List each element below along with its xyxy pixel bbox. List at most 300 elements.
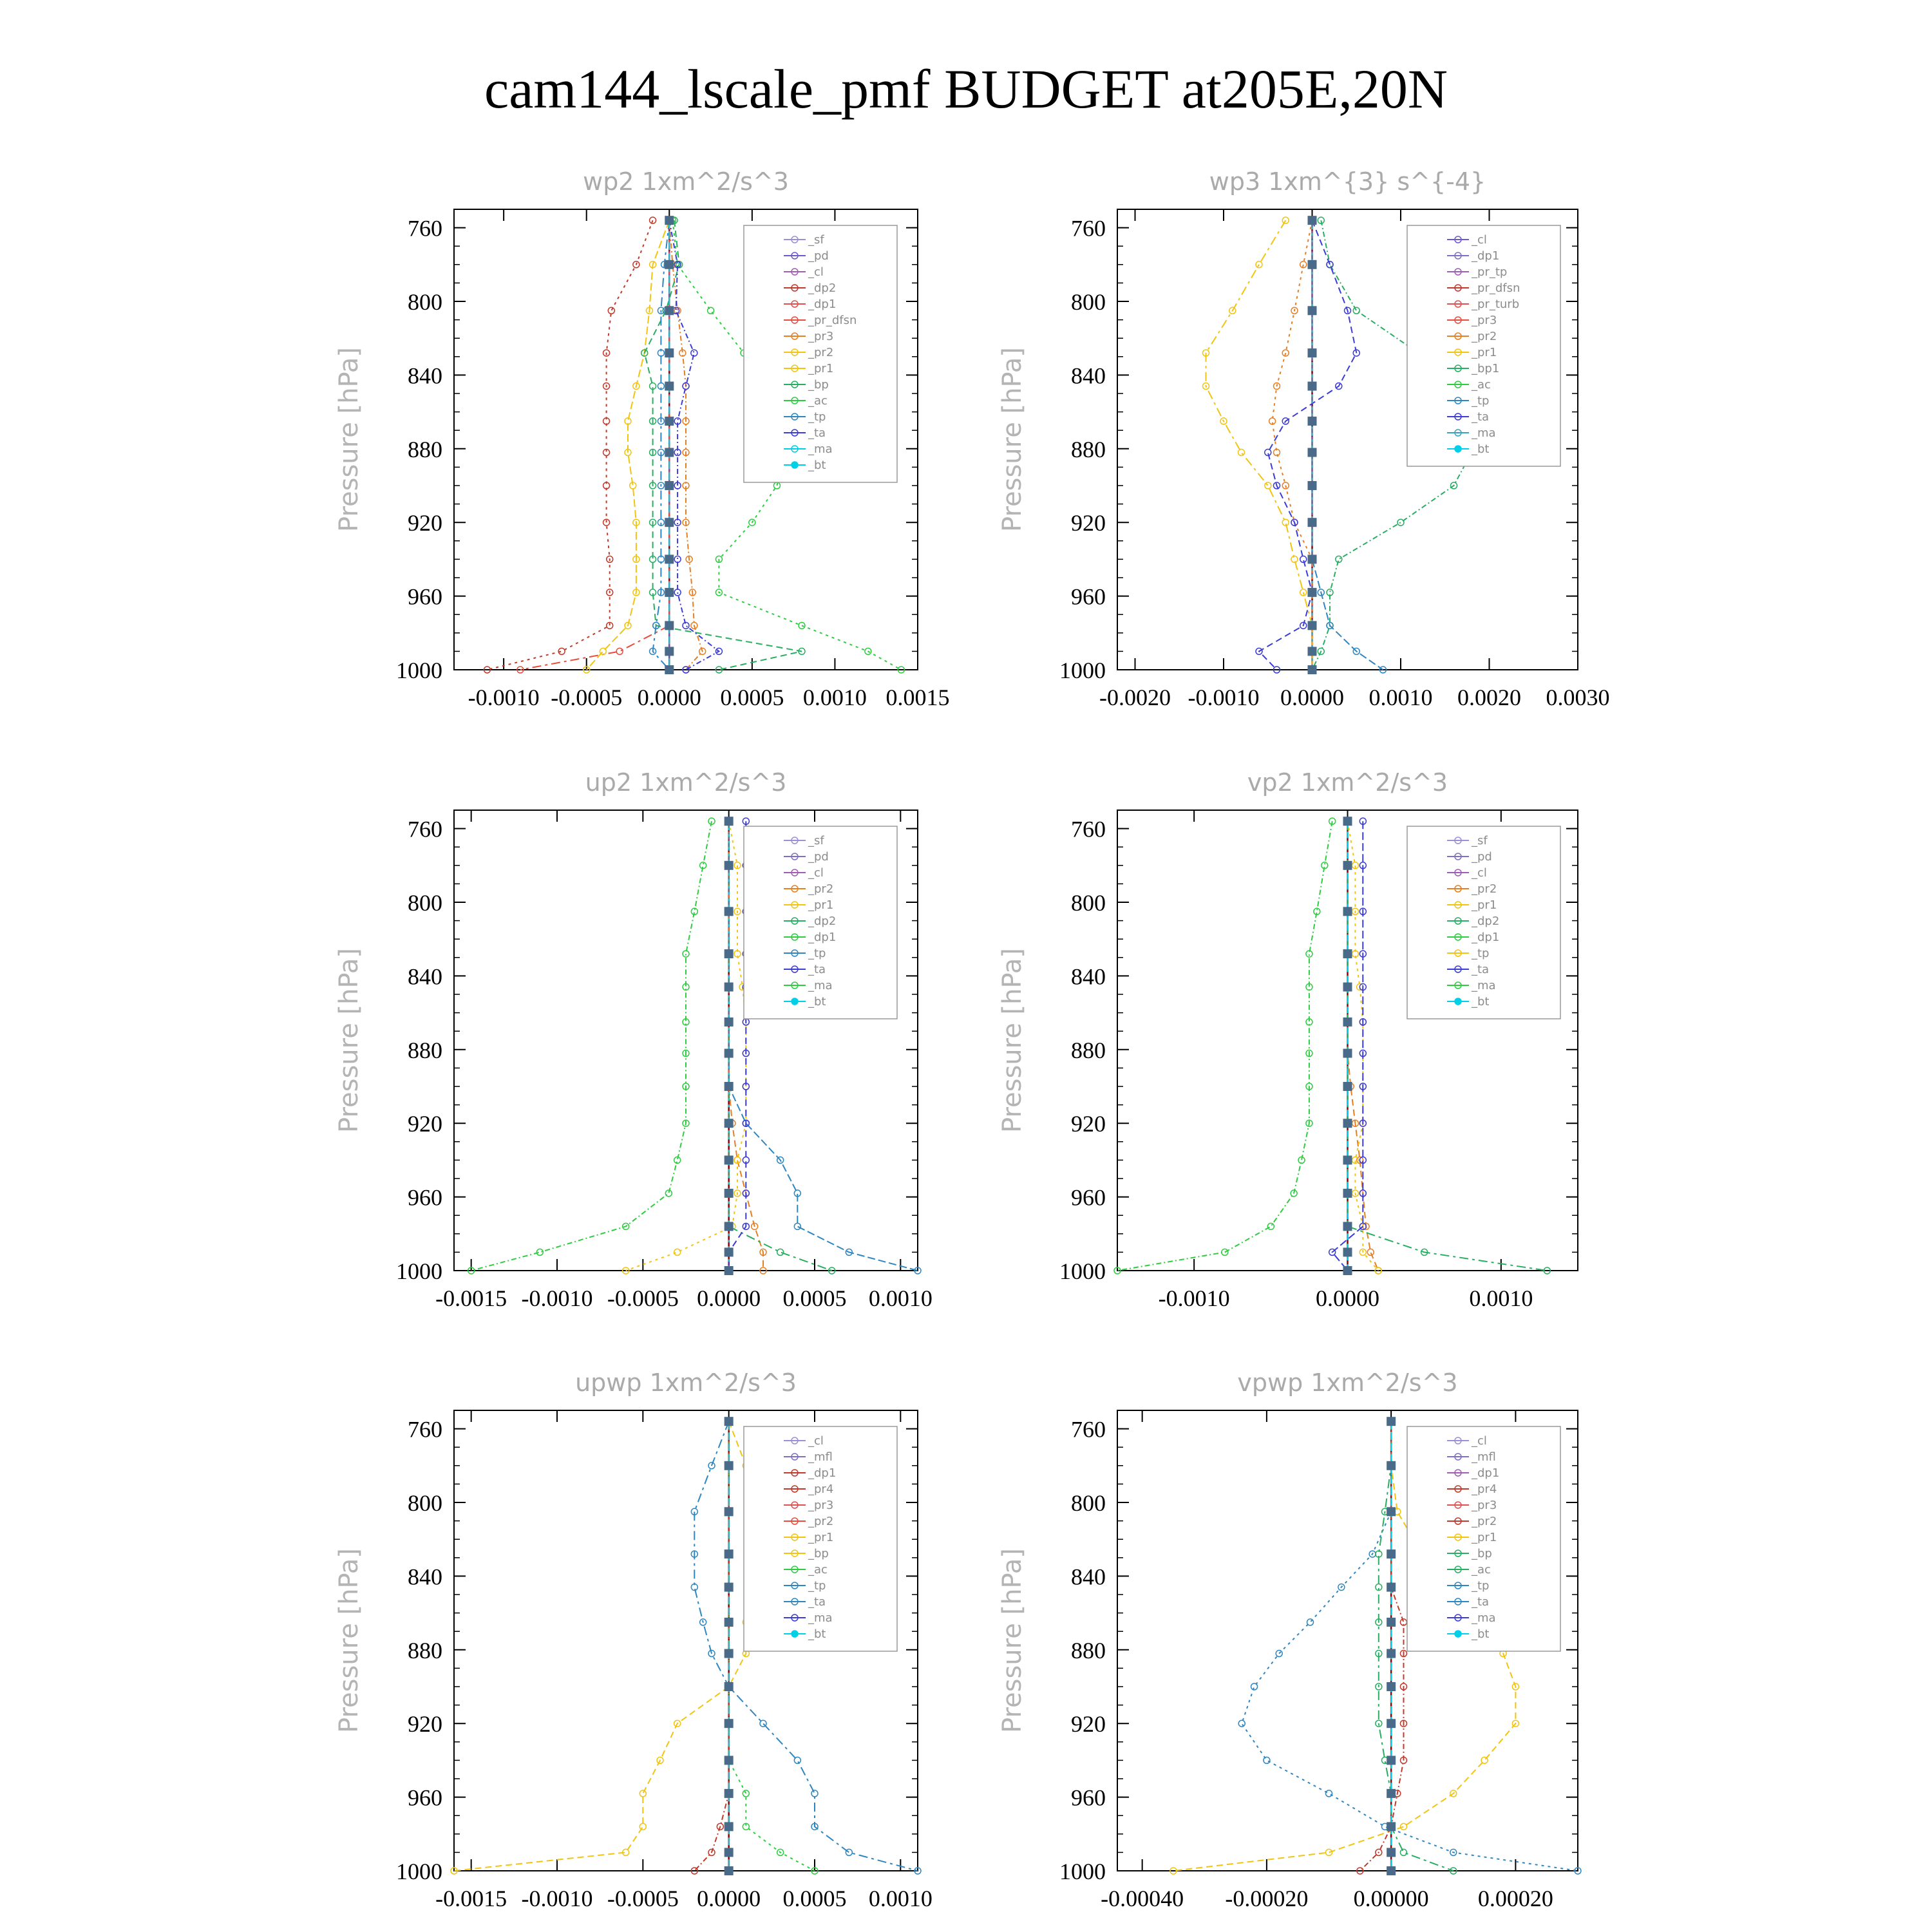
x-tick-label: 0.0000 bbox=[1280, 685, 1344, 710]
legend-label: _pr2 bbox=[1472, 1515, 1497, 1528]
series-line-tp bbox=[1312, 220, 1383, 670]
zero-marker bbox=[724, 817, 734, 826]
legend-marker bbox=[791, 1631, 798, 1637]
legend-label: _ac bbox=[808, 1563, 828, 1577]
x-tick-label: 0.0010 bbox=[868, 1285, 933, 1311]
legend-marker bbox=[1455, 446, 1461, 452]
data-point bbox=[683, 951, 689, 957]
legend-label: _pd bbox=[808, 850, 829, 864]
zero-marker bbox=[724, 861, 734, 870]
y-tick-label: 960 bbox=[1071, 1184, 1106, 1211]
x-tick-label: -0.0005 bbox=[551, 685, 623, 710]
zero-marker bbox=[1387, 1649, 1396, 1658]
zero-marker bbox=[1343, 1189, 1352, 1198]
zero-marker bbox=[1343, 1082, 1352, 1091]
data-point bbox=[674, 589, 681, 596]
x-tick-label: -0.0010 bbox=[468, 685, 540, 710]
series-line-pr1 bbox=[454, 1421, 763, 1871]
data-point bbox=[639, 1790, 646, 1797]
panel-title: wp2 1xm^2/s^3 bbox=[583, 167, 789, 196]
zero-marker bbox=[1308, 216, 1317, 225]
y-tick-label: 960 bbox=[408, 1785, 442, 1811]
x-tick-label: 0.0015 bbox=[886, 685, 950, 710]
data-point bbox=[794, 1223, 800, 1229]
zero-marker bbox=[1308, 306, 1317, 315]
legend-label: _tp bbox=[1472, 394, 1490, 408]
legend-label: _tp bbox=[1472, 1579, 1490, 1593]
series-line-pr1 bbox=[587, 220, 670, 670]
y-axis-label: Pressure [hPa] bbox=[334, 948, 364, 1133]
x-tick-label: 0.0010 bbox=[802, 685, 867, 710]
x-tick-label: 0.0005 bbox=[782, 1886, 847, 1911]
legend-label: _pr1 bbox=[808, 898, 834, 912]
legend-label: _dp1 bbox=[1472, 1466, 1500, 1480]
legend-label: _dp1 bbox=[1472, 931, 1500, 944]
legend-label: _dp2 bbox=[808, 281, 837, 295]
y-tick-label: 760 bbox=[1071, 816, 1106, 842]
y-tick-label: 840 bbox=[408, 963, 442, 990]
series-line-pr3 bbox=[669, 220, 702, 670]
zero-marker bbox=[724, 1848, 734, 1857]
data-point bbox=[608, 307, 614, 314]
y-tick-label: 760 bbox=[1071, 215, 1106, 242]
y-axis-label: Pressure [hPa] bbox=[334, 1548, 364, 1733]
data-point bbox=[600, 648, 606, 654]
zero-marker bbox=[1343, 1049, 1352, 1058]
y-tick-label: 960 bbox=[408, 583, 442, 610]
zero-marker bbox=[724, 1649, 734, 1658]
y-tick-label: 800 bbox=[1071, 890, 1106, 916]
panel-title: up2 1xm^2/s^3 bbox=[585, 768, 787, 797]
zero-marker bbox=[724, 1049, 734, 1058]
x-tick-label: 0.0005 bbox=[720, 685, 784, 710]
legend-label: _ma bbox=[808, 442, 833, 456]
zero-marker bbox=[724, 1719, 734, 1728]
zero-marker bbox=[724, 1082, 734, 1091]
legend-label: _pr1 bbox=[1472, 346, 1497, 359]
legend-label: _pr_turb bbox=[1472, 298, 1520, 311]
data-point bbox=[1353, 307, 1359, 314]
legend-label: _dp2 bbox=[808, 914, 837, 928]
y-tick-label: 880 bbox=[408, 436, 442, 462]
y-tick-label: 920 bbox=[408, 510, 442, 536]
y-tick-label: 880 bbox=[1071, 1037, 1106, 1063]
zero-marker bbox=[1387, 1461, 1396, 1470]
y-tick-label: 800 bbox=[408, 1490, 442, 1516]
zero-marker bbox=[1308, 518, 1317, 527]
y-tick-label: 1000 bbox=[396, 658, 442, 683]
data-point bbox=[794, 1757, 800, 1763]
data-point bbox=[1400, 1849, 1406, 1855]
y-tick-label: 960 bbox=[408, 1184, 442, 1211]
legend-label: _ac bbox=[1472, 1563, 1491, 1577]
data-point bbox=[1267, 1223, 1274, 1229]
zero-marker bbox=[724, 983, 734, 992]
zero-marker bbox=[724, 1789, 734, 1798]
data-point bbox=[1307, 1619, 1314, 1625]
zero-marker bbox=[724, 1266, 734, 1275]
zero-marker bbox=[1387, 1549, 1396, 1558]
zero-marker bbox=[1387, 1789, 1396, 1798]
panel-2 bbox=[998, 167, 1610, 710]
zero-marker bbox=[1343, 817, 1352, 826]
legend-label: _cl bbox=[808, 265, 824, 279]
legend-label: _ta bbox=[808, 963, 826, 976]
legend-label: _pd bbox=[808, 249, 829, 263]
series-line-tp bbox=[653, 220, 670, 670]
panel-title: upwp 1xm^2/s^3 bbox=[575, 1368, 797, 1397]
zero-marker bbox=[1308, 665, 1317, 674]
legend-label: _bp1 bbox=[1472, 362, 1500, 375]
legend-label: _pr_tp bbox=[1472, 265, 1508, 279]
y-tick-label: 1000 bbox=[396, 1258, 442, 1284]
data-point bbox=[1238, 1720, 1245, 1727]
y-tick-label: 920 bbox=[408, 1711, 442, 1738]
zero-marker bbox=[665, 554, 674, 564]
zero-marker bbox=[724, 1866, 734, 1875]
data-point bbox=[1367, 1249, 1374, 1255]
data-point bbox=[1400, 1823, 1406, 1830]
zero-marker bbox=[665, 260, 674, 269]
y-tick-label: 1000 bbox=[1059, 658, 1106, 683]
figure-title: cam144_lscale_pmf BUDGET at205E,20N bbox=[484, 58, 1448, 120]
x-tick-label: 0.00020 bbox=[1477, 1886, 1553, 1911]
zero-marker bbox=[724, 949, 734, 958]
y-tick-label: 880 bbox=[1071, 1637, 1106, 1663]
legend-marker bbox=[1455, 998, 1461, 1005]
legend-label: _pr2 bbox=[1472, 330, 1497, 343]
legend-label: _pr2 bbox=[808, 346, 834, 359]
zero-marker bbox=[665, 518, 674, 527]
zero-marker bbox=[724, 1822, 734, 1831]
legend-marker bbox=[791, 998, 798, 1005]
zero-marker bbox=[1343, 983, 1352, 992]
x-tick-label: 0.0010 bbox=[1368, 685, 1433, 710]
legend-label: _tp bbox=[1472, 947, 1490, 960]
zero-marker bbox=[1343, 1155, 1352, 1164]
zero-marker bbox=[665, 621, 674, 630]
y-tick-label: 920 bbox=[1071, 1111, 1106, 1137]
y-tick-label: 1000 bbox=[396, 1859, 442, 1884]
data-point bbox=[1481, 1757, 1488, 1763]
data-point bbox=[811, 1790, 818, 1797]
zero-marker bbox=[1308, 382, 1317, 391]
legend-label: _dp1 bbox=[808, 298, 837, 311]
zero-marker bbox=[1308, 448, 1317, 457]
legend-label: _cl bbox=[808, 866, 824, 880]
y-tick-label: 920 bbox=[1071, 1711, 1106, 1738]
x-tick-label: -0.0010 bbox=[1188, 685, 1260, 710]
x-tick-label: 0.0005 bbox=[782, 1285, 847, 1311]
zero-marker bbox=[1387, 1822, 1396, 1831]
panel-3 bbox=[334, 768, 933, 1311]
zero-marker bbox=[665, 448, 674, 457]
zero-marker bbox=[724, 1507, 734, 1516]
series-line-pr1 bbox=[626, 821, 746, 1271]
series-line-dp1 bbox=[1117, 821, 1332, 1271]
legend-label: _pd bbox=[1472, 850, 1492, 864]
legend-label: _pr_dfsn bbox=[808, 314, 857, 327]
legend-label: _ma bbox=[1472, 1611, 1496, 1625]
zero-marker bbox=[724, 1417, 734, 1426]
zero-marker bbox=[1387, 1618, 1396, 1627]
x-tick-label: 0.0000 bbox=[697, 1886, 761, 1911]
legend-label: _sf bbox=[808, 834, 824, 848]
zero-marker bbox=[1343, 1018, 1352, 1027]
y-tick-label: 1000 bbox=[1059, 1258, 1106, 1284]
legend-label: _bt bbox=[808, 995, 826, 1009]
panel-4 bbox=[998, 768, 1578, 1311]
zero-marker bbox=[724, 1549, 734, 1558]
zero-marker bbox=[724, 1682, 734, 1691]
x-tick-label: 0.0010 bbox=[868, 1886, 933, 1911]
zero-marker bbox=[665, 306, 674, 315]
legend-label: _tp bbox=[808, 947, 826, 960]
legend-label: _ta bbox=[1472, 963, 1490, 976]
x-tick-label: 0.0020 bbox=[1457, 685, 1521, 710]
x-tick-label: 0.0000 bbox=[1316, 1285, 1379, 1311]
zero-marker bbox=[1308, 588, 1317, 597]
data-point bbox=[616, 648, 623, 654]
x-tick-label: 0.0000 bbox=[637, 685, 701, 710]
legend-label: _ta bbox=[1472, 1595, 1490, 1609]
zero-marker bbox=[665, 481, 674, 490]
zero-marker bbox=[724, 1247, 734, 1256]
zero-marker bbox=[1387, 1507, 1396, 1516]
zero-marker bbox=[1308, 481, 1317, 490]
zero-marker bbox=[665, 665, 674, 674]
zero-marker bbox=[724, 1222, 734, 1231]
legend-label: _sf bbox=[808, 233, 824, 247]
zero-marker bbox=[724, 1756, 734, 1765]
series-line-ta bbox=[1259, 220, 1356, 670]
x-tick-label: -0.0010 bbox=[521, 1886, 593, 1911]
legend-label: _bt bbox=[1472, 995, 1490, 1009]
data-point bbox=[674, 556, 681, 562]
data-point bbox=[1265, 482, 1271, 489]
x-tick-label: -0.0020 bbox=[1099, 685, 1171, 710]
zero-marker bbox=[665, 348, 674, 357]
legend-label: _pr1 bbox=[1472, 898, 1497, 912]
legend-label: _ta bbox=[1472, 410, 1490, 424]
series-line-pr_dfsn bbox=[520, 220, 669, 670]
zero-marker bbox=[1308, 348, 1317, 357]
data-point bbox=[846, 1849, 852, 1855]
legend-label: _pr3 bbox=[1472, 314, 1497, 327]
legend-label: _pr3 bbox=[808, 1499, 834, 1512]
zero-marker bbox=[1308, 621, 1317, 630]
y-tick-label: 1000 bbox=[1059, 1859, 1106, 1884]
y-axis-label: Pressure [hPa] bbox=[998, 347, 1027, 532]
zero-marker bbox=[724, 1583, 734, 1592]
legend-label: _bt bbox=[1472, 1627, 1490, 1641]
y-tick-label: 800 bbox=[408, 890, 442, 916]
y-tick-label: 760 bbox=[408, 215, 442, 242]
y-tick-label: 880 bbox=[408, 1037, 442, 1063]
y-tick-label: 800 bbox=[408, 289, 442, 315]
data-point bbox=[743, 1790, 749, 1797]
zero-marker bbox=[724, 1461, 734, 1470]
legend-label: _bt bbox=[808, 459, 826, 472]
zero-marker bbox=[665, 417, 674, 426]
zero-marker bbox=[1343, 1119, 1352, 1128]
zero-marker bbox=[1343, 861, 1352, 870]
x-tick-label: -0.0010 bbox=[521, 1285, 593, 1311]
zero-marker bbox=[665, 588, 674, 597]
legend-label: _ma bbox=[808, 979, 833, 992]
data-point bbox=[777, 1249, 784, 1255]
data-point bbox=[1251, 1683, 1258, 1690]
legend-label: _pr1 bbox=[808, 1531, 834, 1544]
legend-label: _ma bbox=[1472, 426, 1496, 440]
legend-label: _mfl bbox=[808, 1450, 833, 1464]
legend-label: _cl bbox=[1472, 866, 1487, 880]
y-tick-label: 960 bbox=[1071, 583, 1106, 610]
y-axis-label: Pressure [hPa] bbox=[998, 948, 1027, 1133]
data-point bbox=[639, 1823, 646, 1830]
x-tick-label: -0.0005 bbox=[607, 1285, 679, 1311]
zero-marker bbox=[665, 216, 674, 225]
y-tick-label: 760 bbox=[1071, 1416, 1106, 1443]
data-point bbox=[1397, 519, 1404, 526]
panel-6 bbox=[998, 1368, 1581, 1911]
y-axis-label: Pressure [hPa] bbox=[998, 1548, 1027, 1733]
zero-marker bbox=[1343, 949, 1352, 958]
panel-title: vp2 1xm^2/s^3 bbox=[1247, 768, 1448, 797]
y-tick-label: 880 bbox=[1071, 436, 1106, 462]
legend-label: _pr2 bbox=[808, 1515, 834, 1528]
y-tick-label: 840 bbox=[1071, 1564, 1106, 1590]
legend-label: _sf bbox=[1472, 834, 1488, 848]
x-tick-label: -0.0015 bbox=[435, 1886, 507, 1911]
legend-label: _pr4 bbox=[808, 1482, 834, 1496]
y-tick-label: 840 bbox=[1071, 963, 1106, 990]
legend-marker bbox=[791, 462, 798, 468]
legend-label: _ta bbox=[808, 1595, 826, 1609]
zero-marker bbox=[724, 907, 734, 916]
legend-label: _ma bbox=[808, 1611, 833, 1625]
zero-marker bbox=[1308, 647, 1317, 656]
y-tick-label: 920 bbox=[408, 1111, 442, 1137]
legend-label: _dp1 bbox=[1472, 249, 1500, 263]
legend-label: _bp bbox=[1472, 1547, 1492, 1560]
legend-label: _pr4 bbox=[1472, 1482, 1497, 1496]
x-tick-label: -0.0010 bbox=[1158, 1285, 1230, 1311]
y-tick-label: 760 bbox=[408, 1416, 442, 1443]
zero-marker bbox=[1343, 1247, 1352, 1256]
legend-label: _cl bbox=[1472, 1434, 1487, 1448]
legend-label: _dp1 bbox=[808, 1466, 837, 1480]
zero-marker bbox=[1387, 1756, 1396, 1765]
x-tick-label: 0.0010 bbox=[1469, 1285, 1533, 1311]
zero-marker bbox=[1343, 907, 1352, 916]
panel-title: vpwp 1xm^2/s^3 bbox=[1237, 1368, 1458, 1397]
panel-title: wp3 1xm^{3} s^{-4} bbox=[1209, 167, 1486, 196]
legend-label: _pr3 bbox=[1472, 1499, 1497, 1512]
zero-marker bbox=[1343, 1222, 1352, 1231]
legend-label: _pr1 bbox=[808, 362, 834, 375]
panel-5 bbox=[334, 1368, 933, 1911]
legend-label: _pr2 bbox=[808, 882, 834, 896]
legend-label: _ta bbox=[808, 426, 826, 440]
legend-label: _cl bbox=[1472, 233, 1487, 247]
zero-marker bbox=[1387, 1583, 1396, 1592]
x-tick-label: -0.00040 bbox=[1101, 1886, 1184, 1911]
data-point bbox=[1282, 217, 1289, 223]
legend-label: _pr2 bbox=[1472, 882, 1497, 896]
legend-label: _dp1 bbox=[808, 931, 837, 944]
legend-label: _pr_dfsn bbox=[1472, 281, 1520, 295]
series-line-dp1 bbox=[471, 821, 712, 1271]
zero-marker bbox=[724, 1018, 734, 1027]
y-tick-label: 920 bbox=[1071, 510, 1106, 536]
legend-label: _mfl bbox=[1472, 1450, 1496, 1464]
series-line-pr2 bbox=[1360, 1421, 1404, 1871]
zero-marker bbox=[1387, 1866, 1396, 1875]
y-tick-label: 880 bbox=[408, 1637, 442, 1663]
zero-marker bbox=[1308, 260, 1317, 269]
legend-label: _bt bbox=[1472, 442, 1490, 456]
zero-marker bbox=[1308, 417, 1317, 426]
legend-label: _tp bbox=[808, 1579, 826, 1593]
data-point bbox=[674, 1249, 681, 1255]
x-tick-label: 0.0030 bbox=[1546, 685, 1610, 710]
legend-label: _cl bbox=[808, 1434, 824, 1448]
zero-marker bbox=[1387, 1848, 1396, 1857]
zero-marker bbox=[665, 382, 674, 391]
zero-marker bbox=[665, 647, 674, 656]
panel-1 bbox=[334, 167, 950, 710]
y-tick-label: 840 bbox=[1071, 363, 1106, 389]
x-tick-label: -0.00020 bbox=[1225, 1886, 1309, 1911]
zero-marker bbox=[724, 1618, 734, 1627]
legend-label: _ac bbox=[1472, 378, 1491, 392]
data-point bbox=[760, 1720, 766, 1727]
data-point bbox=[1326, 1790, 1332, 1797]
legend-label: _bp bbox=[808, 1547, 829, 1560]
zero-marker bbox=[724, 1189, 734, 1198]
y-tick-label: 840 bbox=[408, 363, 442, 389]
x-tick-label: 0.0000 bbox=[697, 1285, 761, 1311]
zero-marker bbox=[724, 1119, 734, 1128]
data-point bbox=[650, 217, 656, 223]
legend-label: _bp bbox=[808, 378, 829, 392]
series-line-pr1 bbox=[1206, 220, 1312, 670]
y-tick-label: 960 bbox=[1071, 1785, 1106, 1811]
legend-label: _ac bbox=[808, 394, 828, 408]
y-tick-label: 800 bbox=[1071, 1490, 1106, 1516]
y-tick-label: 840 bbox=[408, 1564, 442, 1590]
data-point bbox=[1238, 450, 1245, 456]
y-axis-label: Pressure [hPa] bbox=[334, 347, 364, 532]
x-tick-label: -0.0015 bbox=[435, 1285, 507, 1311]
y-tick-label: 760 bbox=[408, 816, 442, 842]
series-line-dp1 bbox=[694, 1421, 728, 1871]
zero-marker bbox=[1308, 554, 1317, 564]
legend-label: _dp2 bbox=[1472, 914, 1500, 928]
data-point bbox=[1264, 1757, 1270, 1763]
legend-label: _tp bbox=[808, 410, 826, 424]
zero-marker bbox=[724, 1155, 734, 1164]
zero-marker bbox=[1387, 1719, 1396, 1728]
zero-marker bbox=[1387, 1682, 1396, 1691]
legend-label: _pr3 bbox=[808, 330, 834, 343]
y-tick-label: 800 bbox=[1071, 289, 1106, 315]
legend-marker bbox=[1455, 1631, 1461, 1637]
data-point bbox=[708, 307, 714, 314]
x-tick-label: 0.00000 bbox=[1353, 1886, 1429, 1911]
zero-marker bbox=[1343, 1266, 1352, 1275]
